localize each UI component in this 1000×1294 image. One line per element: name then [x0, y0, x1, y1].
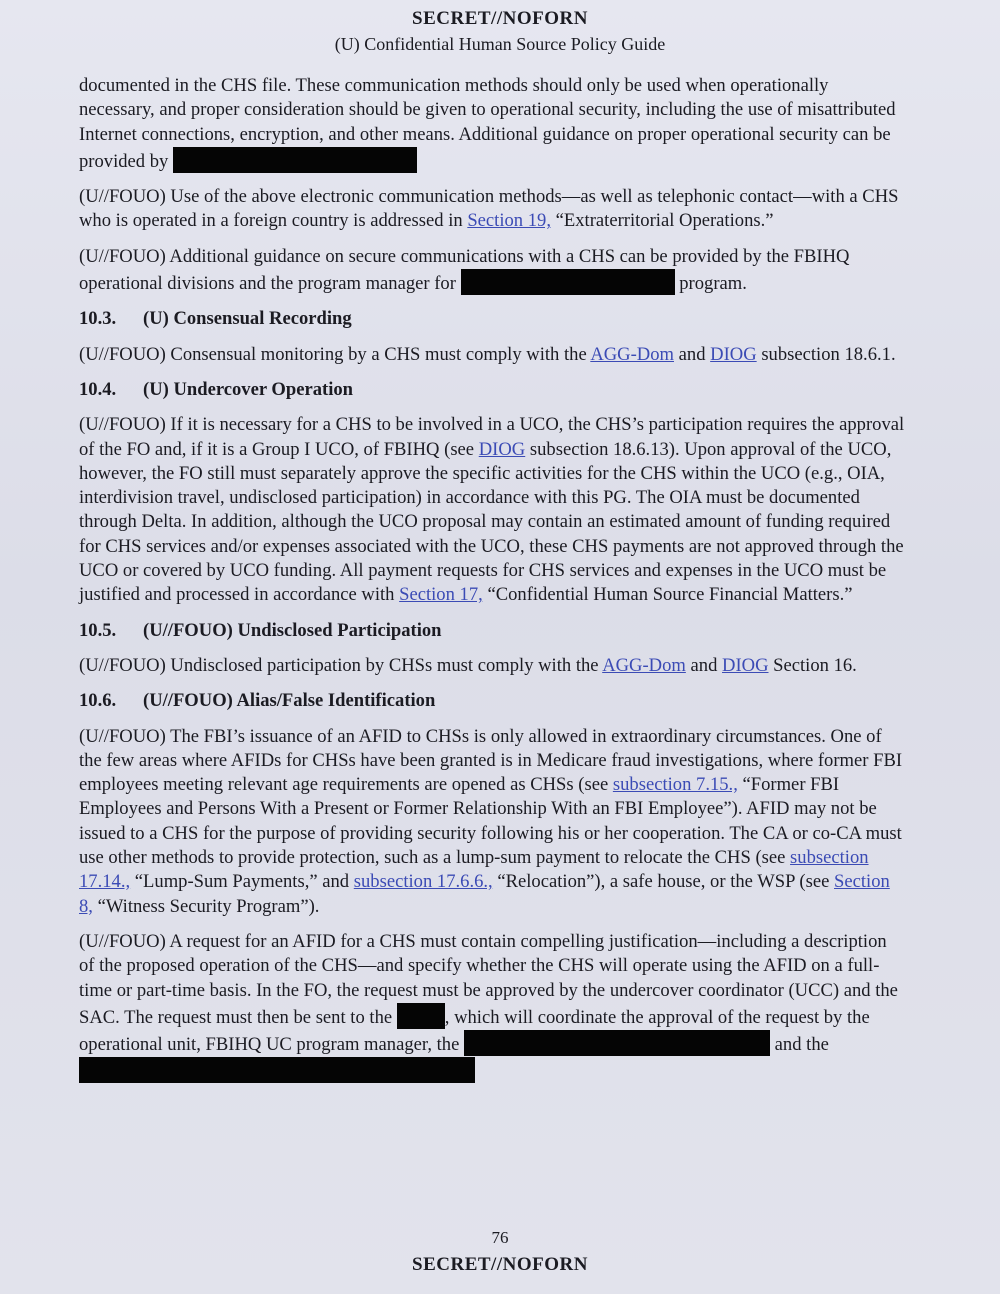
link-diog[interactable]: DIOG: [722, 654, 769, 676]
paragraph-alias-false-id: [79, 725, 905, 919]
paragraph-secure-comms: [79, 245, 905, 297]
paragraph-text: “Confidential Human Source Financial Matters.”: [487, 584, 853, 606]
redaction-box: [79, 1057, 475, 1083]
link-subsection-17-14[interactable]: subsection 17.14.,: [79, 847, 869, 893]
link-subsection-7-15[interactable]: subsection 7.15.,: [612, 774, 738, 796]
paragraph-text: “Relocation”), a safe house, or the WSP (see: [497, 871, 830, 893]
redaction-box: [461, 269, 675, 295]
paragraph-text: program.: [679, 273, 747, 295]
paragraph-text: Section 16.: [773, 654, 857, 676]
section-title: (U//FOUO) Alias/False Identification: [143, 690, 436, 712]
paragraph-text: “Extraterritorial Operations.”: [555, 210, 774, 232]
link-section-17[interactable]: Section 17,: [399, 584, 483, 606]
section-title: (U) Consensual Recording: [143, 308, 352, 330]
section-number: 10.6.: [79, 690, 117, 712]
link-agg-dom[interactable]: AGG-Dom: [590, 343, 674, 365]
link-diog[interactable]: DIOG: [478, 438, 526, 460]
paragraph-consensual-recording: [79, 343, 905, 367]
paragraph-afid-request: [79, 930, 905, 1085]
link-section-19[interactable]: Section 19,: [467, 210, 551, 232]
document-title: (U) Confidential Human Source Policy Guide: [334, 34, 666, 54]
paragraph-text: (U//FOUO) The FBI’s issuance of an AFID to CHSs is only allowed in extraordinary circumstances. One of the few areas where AFIDs for CHSs have been granted is in Medicare fraud investigations, where former FBI employees meeting relevant age requirements are opened as CHSs (see: [79, 725, 903, 796]
section-title: (U) Undercover Operation: [143, 378, 354, 400]
redaction-box: [464, 1030, 770, 1056]
paragraph-text: (U//FOUO) If it is necessary for a CHS to be involved in a UCO, the CHS’s participation requires the approval of the FO and, if it is a Group I UCO, of FBIHQ (see: [79, 414, 905, 460]
redaction-box: [397, 1003, 445, 1029]
page-number: 76: [491, 1228, 509, 1247]
paragraph-text: (U//FOUO) Use of the above electronic communication methods—as well as telephonic contact—with a CHS who is operated in a foreign country is addressed in: [79, 186, 899, 232]
link-section-8[interactable]: Section 8,: [79, 871, 890, 917]
paragraph-text: (U//FOUO) Additional guidance on secure communications with a CHS can be provided by the FBIHQ operational divisions and the program manager for: [79, 245, 850, 295]
page-footer: [0, 1228, 1000, 1276]
paragraph-text: , which will coordinate the approval of the request by the operational unit, FBIHQ UC program manager, the: [79, 1006, 870, 1056]
section-number: 10.3.: [79, 308, 117, 330]
paragraph-text: and the: [774, 1034, 829, 1056]
paragraph-text: “Witness Security Program”).: [97, 895, 320, 917]
document-body: [79, 74, 905, 1096]
link-subsection-17-6-6[interactable]: subsection 17.6.6.,: [353, 871, 493, 893]
heading-10-6: [79, 689, 905, 713]
heading-10-5: [79, 619, 905, 643]
link-diog[interactable]: DIOG: [710, 343, 757, 365]
section-number: 10.4.: [79, 378, 117, 400]
paragraph-foreign-contact: [79, 185, 905, 234]
paragraph-text: subsection 18.6.1.: [761, 343, 896, 365]
section-number: 10.5.: [79, 619, 117, 641]
heading-10-3: [79, 307, 905, 331]
paragraph-text: “Former FBI Employees and Persons With a Present or Former Relationship With an FBI Employee”). AFID may not be issued to a CHS for the purpose of providing security following his or her cooperation. The CA or co-CA must use other methods to provide protection, such as a lump-sum payment to relocate the CHS (see: [79, 774, 902, 869]
paragraph-undercover-operation: [79, 413, 905, 607]
paragraph-text: and: [690, 654, 718, 676]
classification-header: SECRET//NOFORN: [412, 8, 588, 29]
paragraph-opsec: [79, 74, 905, 174]
paragraph-undisclosed-participation: [79, 654, 905, 678]
paragraph-text: “Lump-Sum Payments,” and: [134, 871, 350, 893]
classification-footer: SECRET//NOFORN: [412, 1254, 588, 1275]
paragraph-text: subsection 18.6.13). Upon approval of the UCO, however, the FO still must separately approve the specific activities for the CHS within the UCO (e.g., OIA, interdivision travel, undisclosed participation) in accordance with this PG. The OIA must be documented through Delta. In addition, although the UCO proposal may contain an estimated amount of funding required for CHS services and/or expenses associated with the UCO, these CHS payments are not approved through the UCO or covered by UCO funding. All payment requests for CHS services and expenses in the UCO must be justified and processed in accordance with: [79, 438, 904, 606]
paragraph-text: (U//FOUO) A request for an AFID for a CHS must contain compelling justification—including a description of the proposed operation of the CHS—and specify whether the CHS will operate using the AFID on a full-time or part-time basis. In the FO, the request must be approved by the undercover coordinator (UCC) and the SAC. The request must then be sent to the: [79, 930, 898, 1028]
paragraph-text: (U//FOUO) Undisclosed participation by CHSs must comply with the: [79, 654, 599, 676]
link-agg-dom[interactable]: AGG-Dom: [602, 654, 686, 676]
redaction-box: [173, 147, 417, 173]
paragraph-text: and: [678, 343, 706, 365]
page-header: [0, 8, 1000, 55]
paragraph-text: documented in the CHS file. These communication methods should only be used when operationally necessary, and proper consideration should be given to operational security, including the use of misattributed Internet connections, encryption, and other means. Additional guidance on proper operational security can be provided by: [79, 75, 896, 172]
section-title: (U//FOUO) Undisclosed Participation: [143, 619, 442, 641]
heading-10-4: [79, 378, 905, 402]
paragraph-text: (U//FOUO) Consensual monitoring by a CHS must comply with the: [79, 343, 587, 365]
